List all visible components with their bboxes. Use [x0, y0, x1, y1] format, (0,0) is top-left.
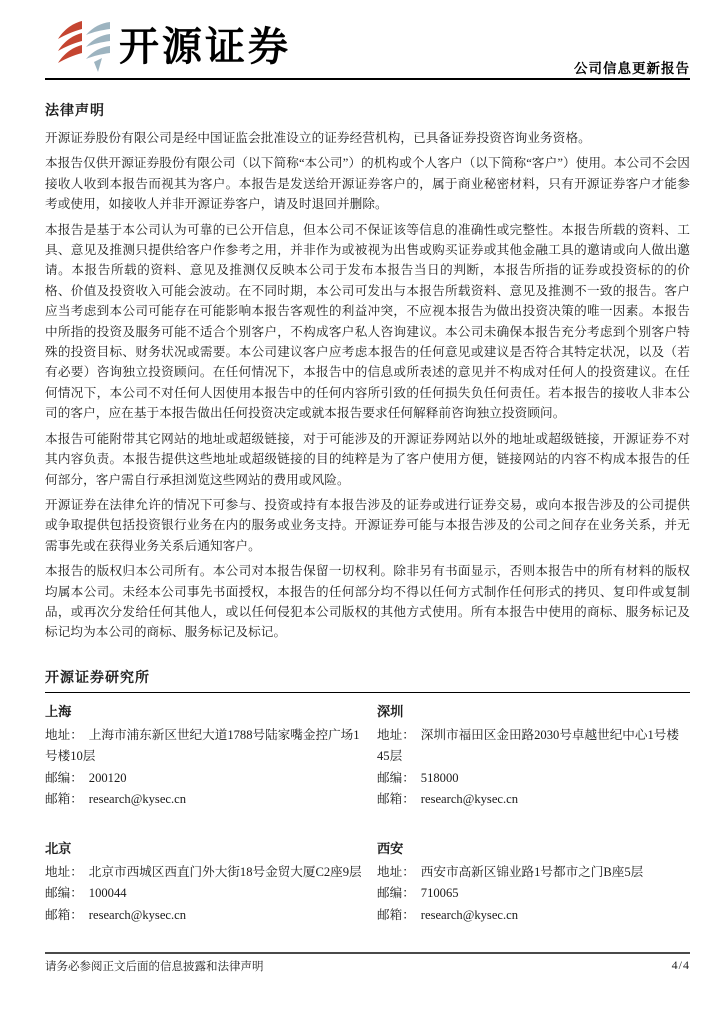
office-email: [45, 789, 367, 811]
zip-label: 邮编：: [377, 770, 415, 785]
email-value: research@kysec.cn: [88, 792, 187, 807]
zip-value: 710065: [420, 886, 459, 901]
office-zip: [377, 768, 680, 790]
address-value: 西安市高新区锦业路1号都市之门B座5层: [420, 864, 644, 879]
address-value: 深圳市福田区金田路2030号卓越世纪中心1号楼45层: [377, 727, 679, 764]
email-value: research@kysec.cn: [420, 792, 519, 807]
legal-title: 法律声明: [45, 104, 105, 119]
address-label: 地址：: [377, 727, 415, 742]
office-city: 北京: [45, 840, 72, 856]
zip-label: 邮编：: [45, 886, 83, 901]
office-shenzhen: [377, 701, 690, 811]
legal-section: [45, 100, 690, 926]
kaiyuan-logo-icon: [55, 18, 113, 73]
legal-paragraph: 开源证券股份有限公司是经中国证监会批准设立的证券经营机构，已具备证券投资咨询业务资格。: [45, 131, 591, 145]
address-label: 地址：: [377, 864, 415, 879]
address-value: 北京市西城区西直门外大街18号金贸大厦C2座9层: [88, 864, 362, 879]
report-type-label: 公司信息更新报告: [574, 61, 690, 76]
office-grid: [45, 701, 690, 927]
legal-paragraph: 本报告可能附带其它网站的地址或超级链接，对于可能涉及的开源证券网站以外的地址或超级链接，开源证券不对其内容负责。本报告提供这些地址或超级链接的目的纯粹是为了客户使用方便，链接网站的内容不构成本报告的任何部分，客户需自行承担浏览这些网站的费用或风险。: [45, 431, 690, 487]
zip-value: 200120: [88, 770, 127, 785]
office-shanghai: [45, 701, 377, 811]
zip-value: 518000: [420, 770, 459, 785]
email-label: 邮箱：: [377, 907, 415, 922]
email-label: 邮箱：: [377, 792, 415, 807]
legal-paragraph: 本报告的版权归本公司所有。本公司对本报告保留一切权利。除非另有书面显示，否则本报告中的所有材料的版权均属本公司。未经本公司事先书面授权，本报告的任何部分均不得以任何方式制作任何形式的拷贝、复印件或复制品，或再次分发给任何其他人，或以任何侵犯本公司版权的其他方式使用。所有本报告中使用的商标、服务标记及标记均为本公司的商标、服务标记及标记。: [45, 564, 690, 640]
email-label: 邮箱：: [45, 907, 83, 922]
office-address: [45, 862, 367, 884]
office-city: 深圳: [377, 703, 404, 719]
brand-name: 开源证券: [119, 24, 291, 69]
office-beijing: [45, 838, 377, 927]
office-email: [45, 905, 367, 927]
institute-section: [45, 667, 690, 927]
office-city: 西安: [377, 840, 404, 856]
office-address: [377, 862, 680, 884]
office-city: 上海: [45, 703, 72, 719]
email-value: research@kysec.cn: [420, 907, 519, 922]
footer-disclaimer: 请务必参阅正文后面的信息披露和法律声明: [45, 961, 264, 973]
institute-title: 开源证券研究所: [45, 667, 690, 693]
zip-label: 邮编：: [45, 770, 83, 785]
address-label: 地址：: [45, 727, 83, 742]
office-zip: [45, 883, 367, 905]
kaiyuan-logo: [55, 18, 291, 73]
email-label: 邮箱：: [45, 792, 83, 807]
page-number: 4/4: [671, 958, 690, 972]
legal-paragraph: 本报告是基于本公司认为可靠的已公开信息，但本公司不保证该等信息的准确性或完整性。本报告所载的资料、工具、意见及推测只提供给客户作参考之用，并非作为或被视为出售或购买证券或其他金融工具的邀请或向人做出邀请。本报告所载的资料、意见及推测仅反映本公司于发布本报告当日的判断，本报告所指的证券或投资标的的价格、价值及投资收入可能会波动。在不同时期，本公司可发出与本报告所载资料、意见及推测不一致的报告。客户应当考虑到本公司可能存在可能影响本报告客观性的利益冲突，不应视本报告为做出投资决策的唯一因素。本报告中所指的投资及服务可能不适合个别客户，不构成客户私人咨询建议。本公司未确保本报告充分考虑到个别客户特殊的投资目标、财务状况或需要。本公司建议客户应考虑本报告的任何意见或建议是否符合其特定状况，以及（若有必要）咨询独立投资顾问。在任何情况下，本报告中的信息或所表述的意见并不构成对任何人的投资建议。在任何情况下，本公司不对任何人因使用本报告中的任何内容所引致的任何损失负任何责任。若本报告的接收人非本公司的客户，应在基于本报告做出任何投资决定或就本报告要求任何解释前咨询独立投资顾问。: [45, 222, 690, 421]
office-address: [377, 725, 680, 768]
zip-value: 100044: [88, 886, 127, 901]
office-email: [377, 905, 680, 927]
office-xian: [377, 838, 690, 927]
office-email: [377, 789, 680, 811]
office-zip: [377, 883, 680, 905]
zip-label: 邮编：: [377, 886, 415, 901]
legal-paragraph: 开源证券在法律允许的情况下可参与、投资或持有本报告涉及的证券或进行证券交易，或向本报告涉及的公司提供或争取提供包括投资银行业务在内的服务或业务支持。开源证券可能与本报告涉及的公司之间存在业务关系，并无需事先或在获得业务关系后通知客户。: [45, 497, 690, 553]
office-zip: [45, 768, 367, 790]
email-value: research@kysec.cn: [88, 907, 187, 922]
legal-paragraph: 本报告仅供开源证券股份有限公司（以下简称“本公司”）的机构或个人客户（以下简称“客户”）使用。本公司不会因接收人收到本报告而视其为客户。本报告是发送给开源证券客户的，属于商业秘密材料，只有开源证券客户才能参考或使用，如接收人并非开源证券客户，请及时退回并删除。: [45, 156, 690, 212]
page-header: [45, 0, 690, 80]
office-address: [45, 725, 367, 768]
page-footer: [45, 952, 690, 974]
address-value: 上海市浦东新区世纪大道1788号陆家嘴金控广场1号楼10层: [45, 727, 360, 764]
address-label: 地址：: [45, 864, 83, 879]
